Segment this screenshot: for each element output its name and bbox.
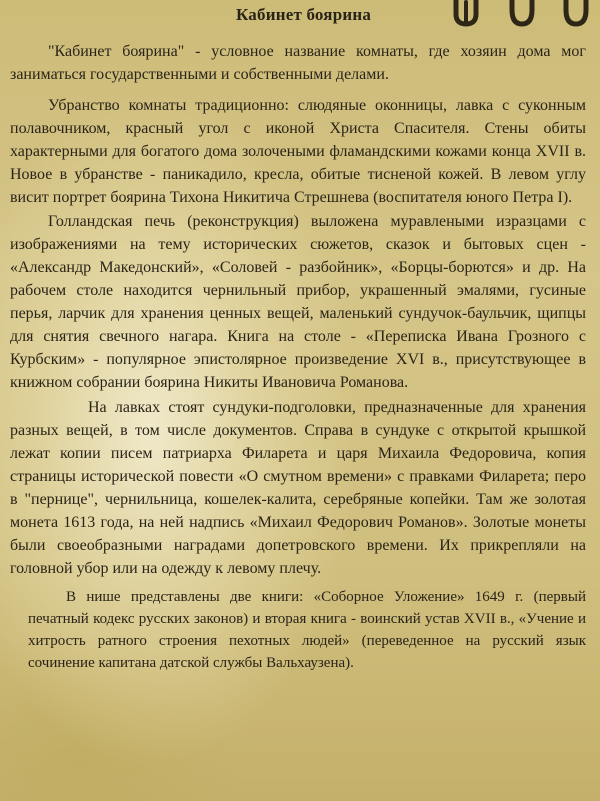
paragraph-intro: "Кабинет боярина" - условное название комнаты, где хозяин дома мог заниматься государственными и собственными делами. xyxy=(10,43,586,83)
paragraph-stove-desk: Голландская печь (реконструкция) выложена муравлеными изразцами с изображениями на тему исторических сюжетов, сказок и бытовых сцен - «Александр Македонский», «Соловей - разбойник», «Борцы-борются» и др. На рабочем столе находится чернильный прибор, украшенный эмалями, гусиные перья, ларчик для хранения ценных вещей, маленький сундучок-баульчик, щипцы для снятия свечного нагара. Книга на столе - «Переписка Ивана Грозного с Курбским» - популярное эпистолярное произведение XVI в., присутствующее в книжном собрании боярина Никиты Ивановича Романова. xyxy=(10,213,586,391)
plaque-header xyxy=(0,0,600,32)
page-title: Кабинет боярина xyxy=(236,5,372,24)
plaque-text xyxy=(10,40,586,675)
paragraph-interior: Убранство комнаты традиционно: слюдяные оконницы, лавка с суконным полавочником, красный угол с иконой Христа Спасителя. Стены обиты характерными для богатого дома золочеными фламандскими кожами конца XVII в. Новое в убранстве - паникадило, кресла, обитые тисненой кожей. В левом углу висит портрет боярина Тихона Никитича Стрешнева (воспитателя юного Петра I). xyxy=(10,97,586,206)
paragraph-niche-books: В нише представлены две книги: «Соборное Уложение» 1649 г. (первый печатный кодекс русских законов) и вторая книга - воинский устав XVII в., «Учение и хитрость ратного строения пехотных людей» (переведенное на русский язык сочинение капитана датской службы Вальхаузена). xyxy=(28,589,586,671)
paragraph-chests: На лавках стоят сундуки-подголовки, предназначенные для хранения разных вещей, в том числе документов. Справа в сундуке с открытой крышкой лежат копии писем патриарха Филарета и царя Михаила Федоровича, копия страницы исторической повести «О смутном времени» с правками Филарета; перо в "пернице", чернильница, кошелек-калита, серебряные копейки. Там же золотая монета 1613 года, на ней надпись «Михаил Федорович Романов». Золотые монеты были своеобразными наградами допетровского времени. Их прикрепляли на головной убор или на одежду к левому плечу. xyxy=(10,399,586,577)
ornament-icon xyxy=(452,0,592,28)
